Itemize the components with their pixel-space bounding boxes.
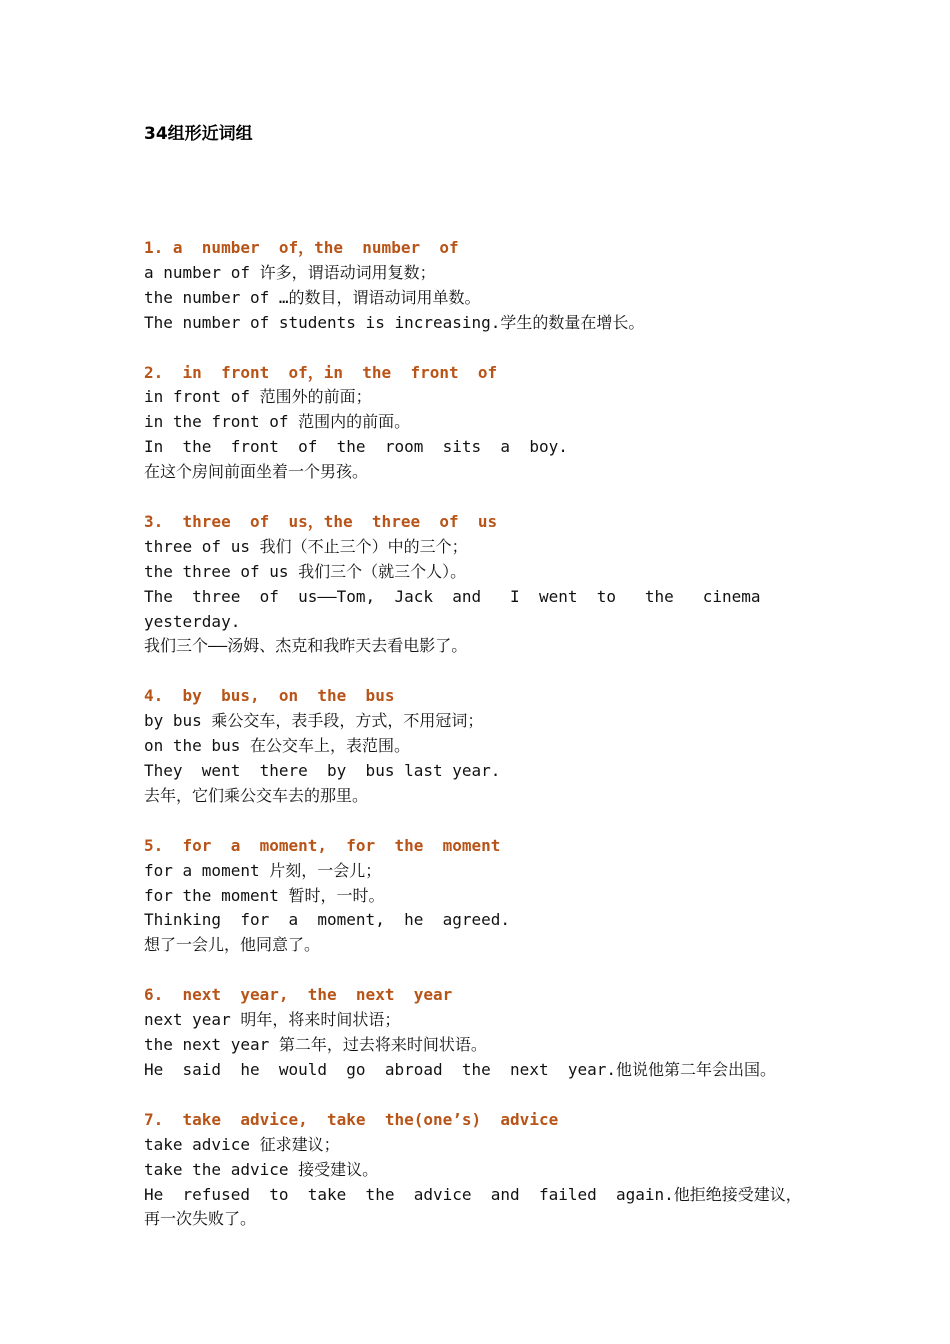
entry-line: In the front of the room sits a boy. xyxy=(144,437,568,457)
entry-line: 去年，它们乘公交车去的那里。 xyxy=(144,785,369,805)
entry-heading: 5. for a moment, for the moment xyxy=(144,835,501,855)
entry-4 xyxy=(144,684,834,808)
entry-line: 再一次失败了。 xyxy=(144,1209,257,1229)
entry-line: He refused to take the advice and failed again.他拒绝接受建议， xyxy=(144,1184,802,1204)
entry-line: 我们三个——汤姆、杰克和我昨天去看电影了。 xyxy=(144,636,468,656)
entry-2 xyxy=(144,361,834,485)
entry-6 xyxy=(144,983,834,1083)
entry-line: 想了一会儿，他同意了。 xyxy=(144,935,321,955)
document-page xyxy=(144,120,834,1257)
entry-line: the next year 第二年，过去将来时间状语。 xyxy=(144,1035,487,1055)
entry-7 xyxy=(144,1108,834,1232)
entry-line: They went there by bus last year. xyxy=(144,761,501,781)
document-title: 34组形近词组 xyxy=(144,124,253,144)
entry-line: take the advice 接受建议。 xyxy=(144,1159,379,1179)
entry-line: for the moment 暂时，一时。 xyxy=(144,885,385,905)
entry-line: three of us 我们（不止三个）中的三个； xyxy=(144,536,468,556)
entry-line: the number of …的数目，谓语动词用单数。 xyxy=(144,287,481,307)
entry-heading: 7. take advice, take the(one’s) advice xyxy=(144,1109,559,1129)
entry-line: next year 明年，将来时间状语； xyxy=(144,1010,401,1030)
entry-line: in the front of 范围内的前面。 xyxy=(144,412,411,432)
entry-line: by bus 乘公交车，表手段，方式，不用冠词； xyxy=(144,711,484,731)
entry-heading: 1. a number of，the number of xyxy=(144,238,459,257)
entry-line: for a moment 片刻，一会儿； xyxy=(144,860,382,880)
entry-line: a number of 许多，谓语动词用复数； xyxy=(144,262,436,282)
entry-line: yesterday. xyxy=(144,611,241,631)
entry-3 xyxy=(144,510,834,659)
entry-heading: 2. in front of，in the front of xyxy=(144,362,498,382)
entry-line: on the bus 在公交车上，表范围。 xyxy=(144,736,410,756)
entry-line: Thinking for a moment, he agreed. xyxy=(144,910,511,930)
entry-line: the three of us 我们三个（就三个人）。 xyxy=(144,561,467,581)
entry-line: 在这个房间前面坐着一个男孩。 xyxy=(144,462,369,482)
entry-line: take advice 征求建议； xyxy=(144,1134,340,1154)
entry-heading: 6. next year, the next year xyxy=(144,985,453,1005)
entry-heading: 4. by bus, on the bus xyxy=(144,686,395,706)
entry-line: The number of students is increasing.学生的数量在增长。 xyxy=(144,312,645,332)
entry-heading: 3. three of us，the three of us xyxy=(144,512,498,532)
entry-1 xyxy=(144,236,834,336)
entry-line: in front of 范围外的前面； xyxy=(144,387,372,407)
entry-5 xyxy=(144,834,834,958)
entry-line: He said he would go abroad the next year.他说他第二年会出国。 xyxy=(144,1059,777,1079)
entry-line: The three of us——Tom, Jack and I went to the cinema xyxy=(144,586,761,606)
